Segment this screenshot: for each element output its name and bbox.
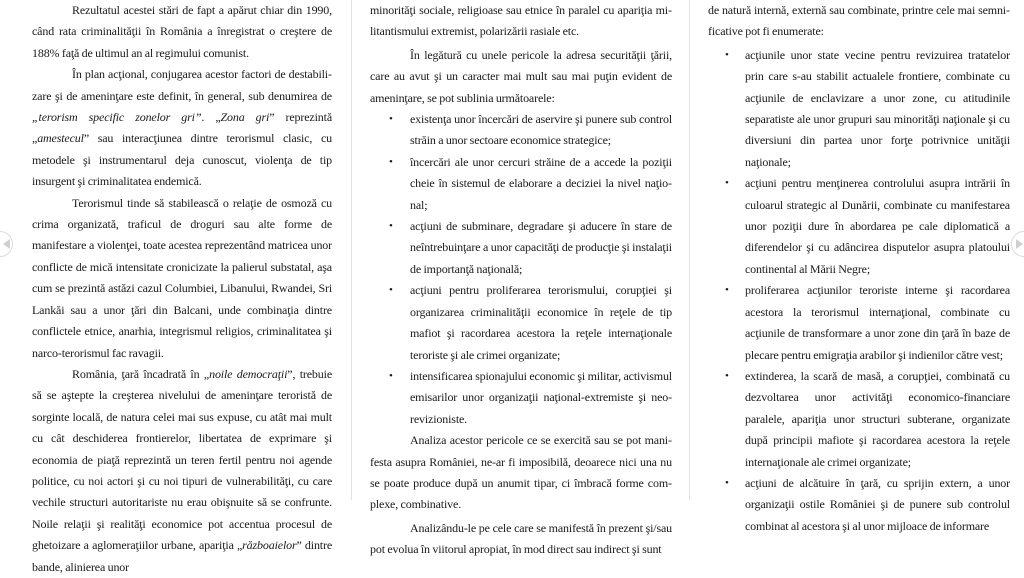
text-run: ” sau interacţiunea dintre terorismul clasic, cu metodele şi instrumentarul deja cunoscut, violenţa de tip insurgent şi criminalitatea endemică.	[32, 131, 332, 189]
text-run: România, ţară încadrată în „	[72, 366, 210, 381]
bullet-icon: •	[725, 369, 729, 382]
page-2-text	[370, 0, 672, 561]
paragraph: de natură internă, externă sau combinate, printre cele mai semnificative pot fi enumerate:	[708, 3, 1010, 39]
bullet-icon: •	[389, 220, 393, 233]
list-item-text: acţiuni pentru menţinerea controlului asupra intrării în culoarul strategic al Dunării, combinate cu manifestarea unor poziţii dure în abordarea pe cale diplomatică a diferendelor şi cu adâncirea disputelor asupra platoului continental al Mării Negre;	[745, 176, 1010, 276]
bullet-icon: •	[389, 369, 393, 382]
list-item	[370, 366, 672, 430]
text-run: ”, trebuie să se aştepte la creşterea nivelului de ameninţare teroristă de sorginte locală, de natura celei mai sus expuse, cu atât mai mult cu cât deschiderea frontierelor, libertatea de exprimare şi economia de piaţă reprezintă un teren fertil pentru noi agende politice, cu noi actori şi cu noi tipuri de vulnerabilităţi, cu care vechile structuri autoritariste nu erau obişnuite să se confrunte. Noile relaţii şi realităţi economice pot accentua procesul de ghetoizare a aglomeraţiilor urbane, apariţia „	[32, 366, 332, 553]
list-item-text: acţiunile unor state vecine pentru revizuirea tratatelor prin care s-au stabilit actualele frontiere, combinate cu acţiunile de enclavizare a unor zone, cu atitudinile separatiste ale unor grupuri sau minorităţi naţionale şi cu diversiuni din partea unor forţe potrivnice unităţii naţionale;	[745, 47, 1010, 169]
list-item-text: acţiuni de subminare, degradare şi aducere în stare de neîntrebuinţare a unor capacităţi de producţie şi instalaţii de importanţă naţională;	[410, 219, 672, 276]
paragraph: Rezultatul acestei stări de fapt a apărut chiar din 1990, când rata criminalităţii în România a înregistrat o creştere de 188% faţă de ultimul an al regimului comunist.	[32, 3, 332, 60]
list-item	[708, 45, 1010, 173]
paragraph	[32, 364, 332, 578]
list-item	[708, 280, 1010, 366]
list-item	[708, 366, 1010, 473]
list-item	[370, 216, 672, 280]
text-run: ” reprezintă „	[32, 110, 332, 146]
bullet-icon: •	[389, 284, 393, 297]
list-item-text: acţiuni pentru proliferarea terorismului, corupţiei şi organizarea criminalităţii economice în reţele de tip mafiot şi racordarea acestora la reţele internaţionale teroriste şi ale crimei organizate;	[410, 283, 672, 362]
text-run: . „	[201, 110, 221, 125]
bullet-icon: •	[725, 48, 729, 61]
next-page-button[interactable]	[1011, 231, 1024, 257]
italic-term: războaielor	[242, 538, 297, 553]
page-divider	[351, 0, 352, 500]
italic-term: „terorism specific zonelor gri”	[32, 110, 202, 125]
bullet-icon: •	[725, 177, 729, 190]
page-1-text	[32, 0, 332, 578]
list-item-text: proliferarea acţiunilor teroriste interne şi racordarea acestora la terorismul internaţional, combinate cu acţiunile de transformare a unor zone din ţară în baze de plecare pentru emigraţia arabilor şi indienilor către vest;	[745, 283, 1010, 362]
list-item	[370, 280, 672, 366]
page-divider	[689, 0, 690, 500]
italic-term: amestecul	[37, 131, 84, 146]
text-run: ” dintre bande, alinierea unor	[32, 538, 332, 574]
text-run: În plan acţional, conjugarea acestor factori de destabilizare şi de ameninţare este definit, în general, sub denumirea de	[32, 67, 332, 103]
italic-term: Zona gri	[220, 110, 270, 125]
chevron-left-icon	[3, 239, 10, 249]
list-item-text: acţiuni de alcătuire în ţară, cu sprijin extern, a unor organizaţii ostile României şi de punere sub controlul combinat al acestora şi al unor mijloace de informare	[745, 475, 1010, 533]
bullet-list	[708, 45, 1010, 537]
bullet-list	[370, 109, 672, 430]
list-item-text: intensificarea spionajului economic şi militar, activismul emisarilor unor organizaţii naţional-extremiste şi neo-revizioniste.	[410, 368, 672, 426]
italic-term: noile democraţii	[209, 366, 288, 381]
list-item-text: încercări ale unor cercuri străine de a accede la poziţii cheie în sistemul de elaborare a deciziei la nivel naţional;	[410, 154, 672, 212]
list-item	[370, 109, 672, 152]
bullet-icon: •	[725, 284, 729, 297]
list-item-text: extinderea, la scară de masă, a corupţiei, combinată cu dezvoltarea unor activităţi economico-financiare paralele, apariţia unor structuri subterane, organizate după principii mafiote şi racordarea acestora la reţele internaţionale ale crimei organizate;	[745, 368, 1010, 469]
bullet-icon: •	[389, 113, 393, 126]
paragraph: Analizându-le pe cele care se manifestă în prezent şi/sau pot evolua în viitorul apropiat, în mod direct sau indirect şi sunt	[370, 520, 672, 557]
list-item-text: existenţa unor încercări de aservire şi punere sub control străin a unor sectoare economice strategice;	[410, 112, 672, 148]
paragraph: minorităţi sociale, religioase sau etnice în paralel cu apariţia militantismului extremist, polarizării rasiale etc.	[370, 3, 672, 39]
previous-page-button[interactable]	[0, 231, 13, 257]
list-item	[370, 152, 672, 216]
paragraph: Analiza acestor pericole ce se exercită sau se pot manifesta asupra României, ne-ar fi imposibilă, deoarece nici una nu se poate produce după un anumit tipar, ci îmbracă forme complexe, combinative.	[370, 433, 672, 512]
chevron-right-icon	[1016, 239, 1023, 249]
bullet-icon: •	[725, 476, 729, 489]
paragraph: În legătură cu unele pericole la adresa securităţii ţării, care au avut şi un caracter mai mult sau mai puţin evident de ameninţare, se pot sublinia următoarele:	[370, 47, 672, 105]
list-item	[708, 173, 1010, 280]
list-item	[708, 473, 1010, 537]
paragraph	[32, 64, 332, 192]
page-3-text	[708, 0, 1010, 537]
paragraph: Terorismul tinde să stabilească o relaţie de osmoză cu crima organizată, traficul de droguri sau alte forme de manifestare a violenţei, toate acestea reprezentând matricea unor conflicte de mică intensitate cronicizate la palierul substatal, aşa cum se prezintă astăzi cazul Columbiei, Libanului, Rwandei, Sri Lankăi sau a unor ţări din Balcani, unde combinaţia dintre conflictele etnice, anarhia, integrismul religios, criminalitatea şi narco-terorismul fac ravagii.	[32, 195, 332, 360]
bullet-icon: •	[389, 155, 393, 168]
